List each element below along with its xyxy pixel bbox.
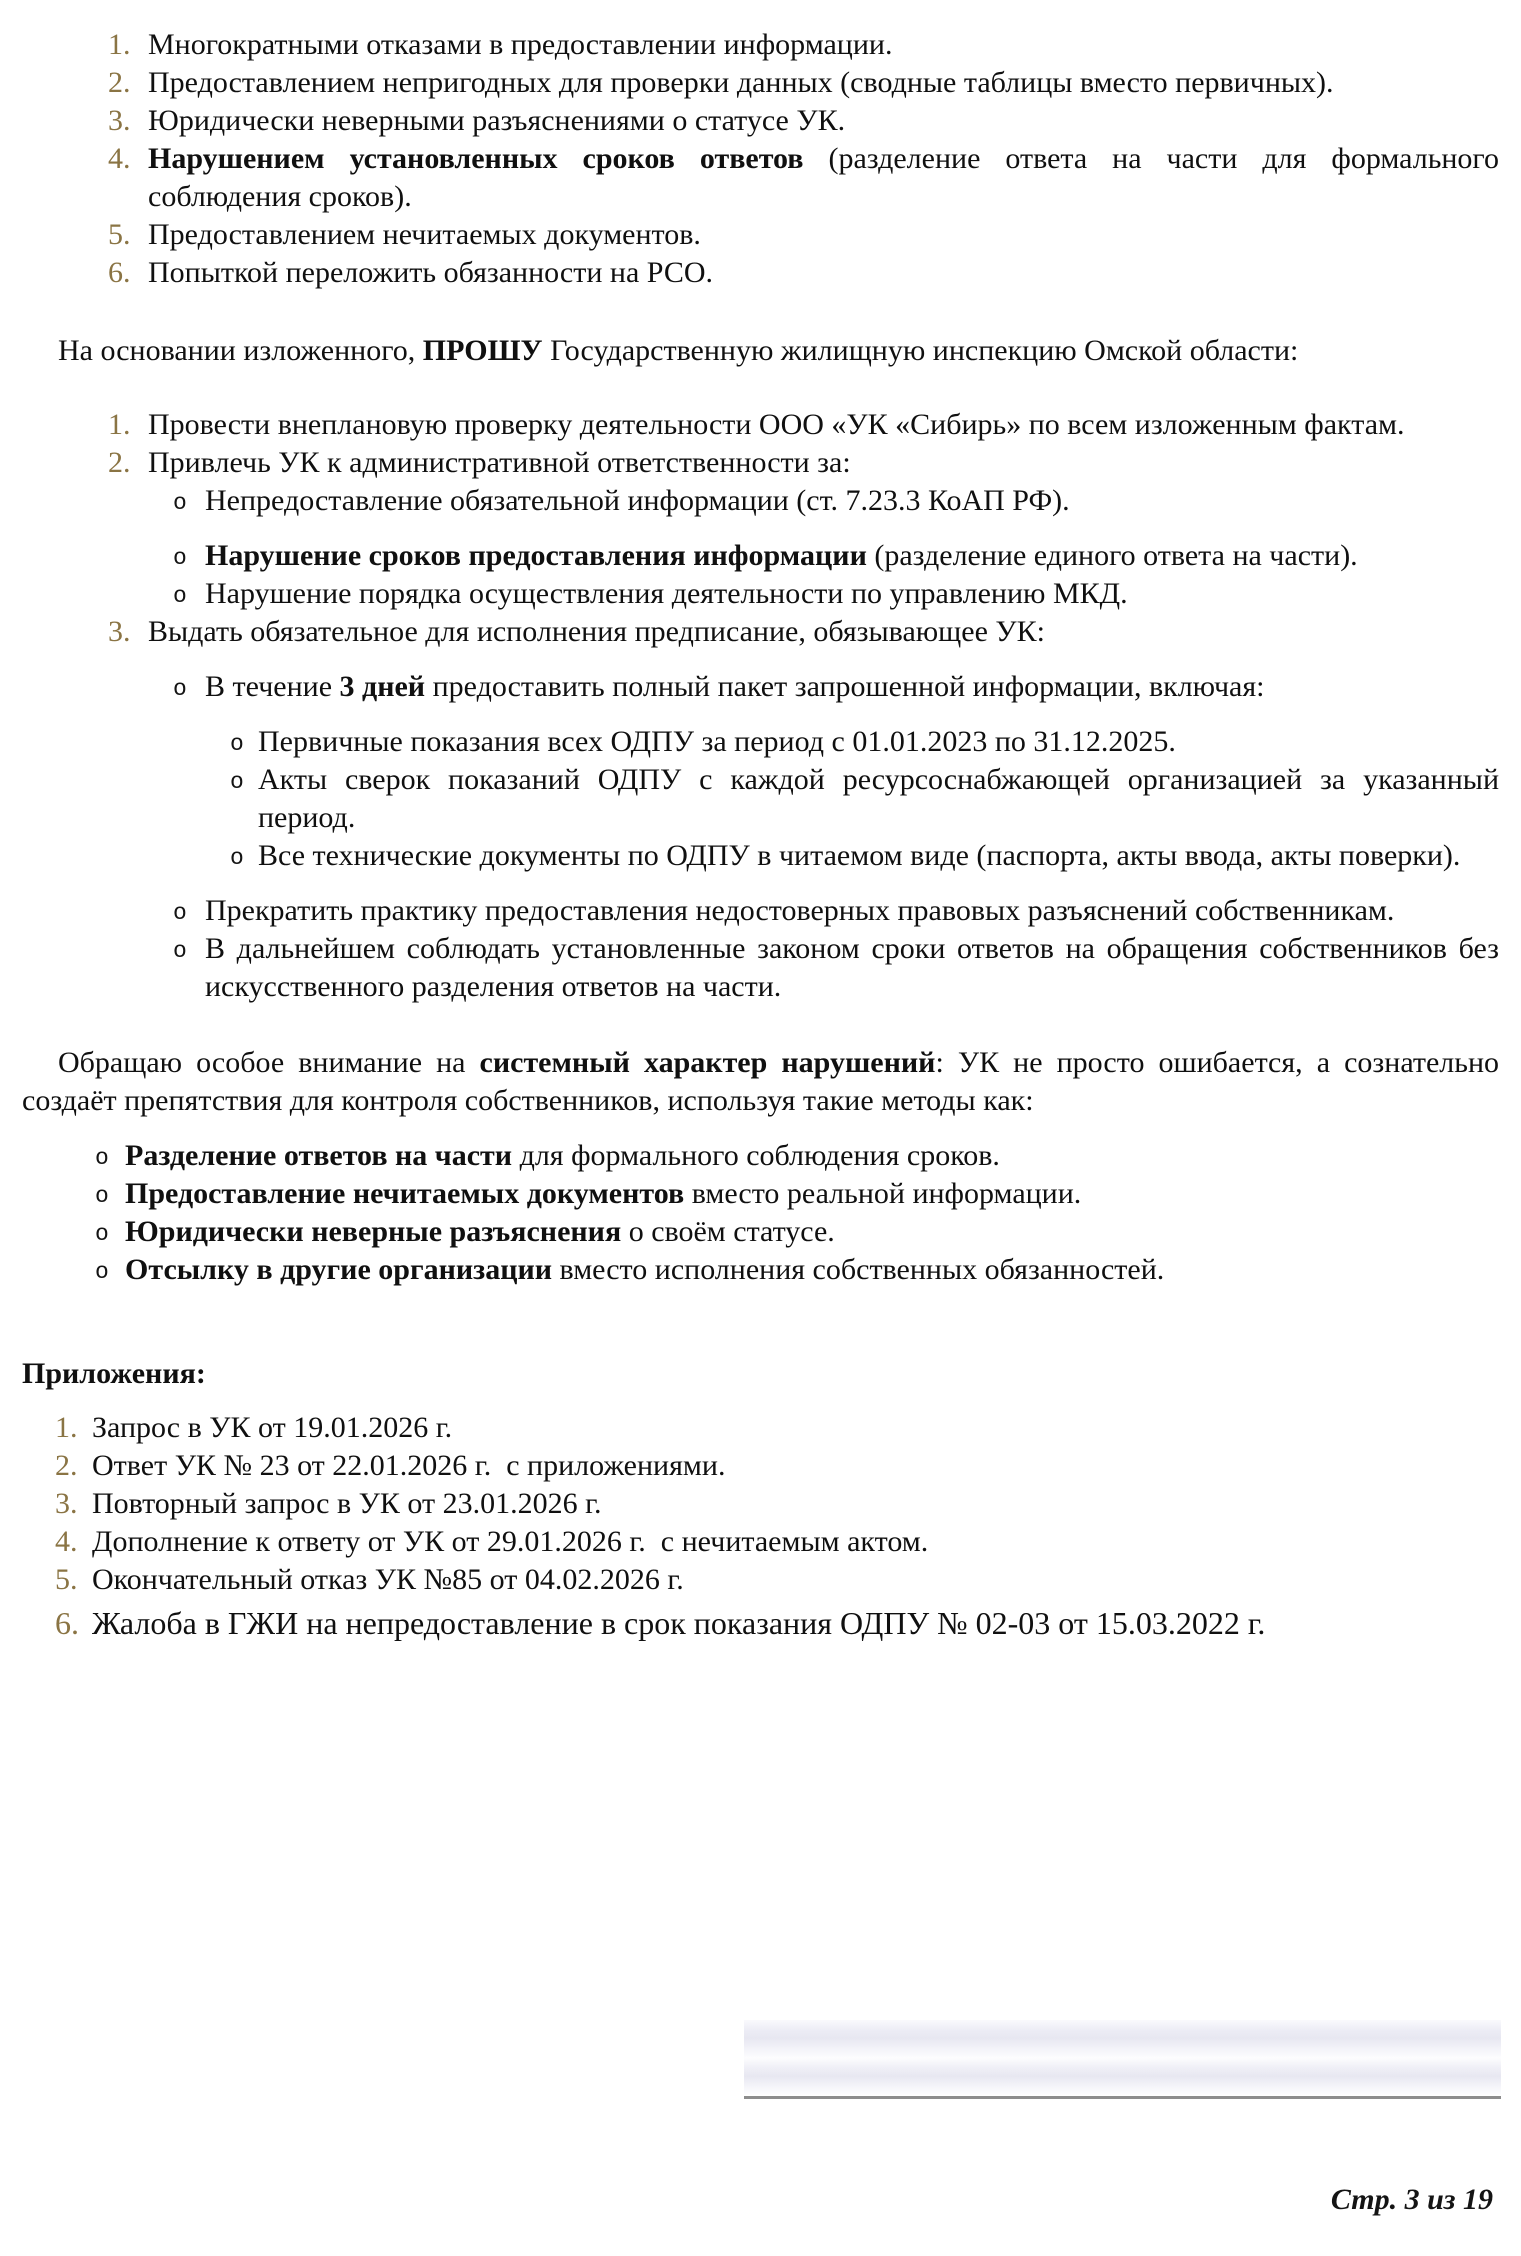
list-item <box>22 444 1499 482</box>
list-number: 3. <box>108 615 131 648</box>
list-item-text <box>92 1563 684 1596</box>
list-item <box>22 64 1499 102</box>
circle-bullet-icon: o <box>95 1145 109 1171</box>
list-item-text <box>125 1177 1081 1210</box>
list-number: 1. <box>108 28 131 61</box>
list-item <box>22 1409 1499 1447</box>
list-item <box>22 254 1499 292</box>
text-segment: Ответ УК № 23 от 22.01.2026 г. с приложениями. <box>92 1449 726 1482</box>
list-number: 5. <box>108 218 131 251</box>
list-item <box>22 537 1499 575</box>
text-segment: Государственную жилищную инспекцию Омской области: <box>542 334 1299 367</box>
list-item <box>22 892 1499 930</box>
list-item <box>22 1213 1499 1251</box>
violations-list <box>22 26 1499 292</box>
list-item-text <box>92 1411 452 1444</box>
text-segment: о своём статусе. <box>621 1215 835 1248</box>
list-item-text <box>148 615 1045 648</box>
list-item <box>22 1175 1499 1213</box>
text-segment: В дальнейшем соблюдать установленные законом сроки ответов на обращения собственников без искусственного разделения ответов на части. <box>205 932 1499 1003</box>
list-item-text <box>205 670 1265 703</box>
text-segment: Прекратить практику предоставления недостоверных правовых разъяснений собственникам. <box>205 894 1395 927</box>
list-item <box>22 216 1499 254</box>
text-segment: Провести внеплановую проверку деятельности ООО «УК «Сибирь» по всем изложенным фактам. <box>148 408 1405 441</box>
text-segment: Запрос в УК от 19.01.2026 г. <box>92 1411 453 1444</box>
text-segment: вместо исполнения собственных обязанностей. <box>552 1253 1165 1286</box>
list-number: 4. <box>55 1525 78 1558</box>
text-segment: Юридически неверными разъяснениями о статусе УК. <box>148 104 846 137</box>
text-segment: : УК не просто ошибается, а сознательно создаёт препятствия для контроля собственников, используя такие методы как: <box>22 1046 1500 1117</box>
list-number: 6. <box>108 256 131 289</box>
circle-bullet-icon: o <box>230 731 244 757</box>
text-segment: (разделение единого ответа на части). <box>866 539 1358 572</box>
text-segment: Все технические документы по ОДПУ в читаемом виде (паспорта, акты ввода, акты поверки). <box>258 839 1461 872</box>
list-item <box>22 668 1499 706</box>
list-number: 4. <box>108 142 131 175</box>
list-number: 3. <box>55 1487 78 1520</box>
list-item <box>22 1523 1499 1561</box>
list-item-text <box>148 446 851 479</box>
text-segment: Обращаю особое внимание на <box>58 1046 480 1079</box>
list-item <box>22 613 1499 651</box>
list-item-text <box>148 142 1499 213</box>
methods-list <box>22 1137 1499 1289</box>
attention-paragraph <box>22 1044 1499 1120</box>
text-segment: Предоставлением непригодных для проверки данных (сводные таблицы вместо первичных). <box>148 66 1334 99</box>
list-item-text <box>205 932 1499 1003</box>
list-item <box>22 482 1499 520</box>
text-segment: Акты сверок показаний ОДПУ с каждой ресурсоснабжающей организацией за указанный период. <box>258 763 1499 834</box>
list-item <box>22 575 1499 613</box>
list-item-text <box>92 1605 1265 1641</box>
list-item-text <box>258 839 1460 872</box>
circle-bullet-icon: o <box>173 676 187 702</box>
list-number: 6. <box>55 1605 79 1641</box>
attachments-heading: Приложения: <box>22 1357 206 1390</box>
list-item-text <box>125 1139 1000 1172</box>
text-segment: Непредоставление обязательной информации (ст. 7.23.3 КоАП РФ). <box>205 484 1070 517</box>
text-segment: 3 дней <box>339 670 426 703</box>
text-segment: Повторный запрос в УК от 23.01.2026 г. <box>92 1487 602 1520</box>
list-item-text <box>205 894 1394 927</box>
list-item-text <box>148 104 845 137</box>
list-item <box>22 1602 1499 1644</box>
text-segment: Жалоба в ГЖИ на непредоставление в срок показания ОДПУ № 02-03 от 15.03.2022 г. <box>92 1605 1266 1641</box>
text-segment: Отсылку в другие организации <box>125 1253 553 1286</box>
circle-bullet-icon: o <box>173 900 187 926</box>
list-number: 2. <box>108 66 131 99</box>
circle-bullet-icon: o <box>230 845 244 871</box>
text-segment: (разделение ответа на части для формального соблюдения сроков). <box>148 142 1499 213</box>
text-segment: для формального соблюдения сроков. <box>512 1139 1000 1172</box>
list-item <box>22 102 1499 140</box>
circle-bullet-icon: o <box>95 1183 109 1209</box>
text-segment: ПРОШУ <box>422 334 543 367</box>
list-item-text <box>148 28 892 61</box>
list-number: 1. <box>108 408 131 441</box>
list-item-text <box>148 256 713 289</box>
text-segment: системный характер нарушений <box>479 1046 936 1079</box>
list-item-text <box>205 484 1070 517</box>
list-item-text <box>92 1525 928 1558</box>
list-item <box>22 1251 1499 1289</box>
text-segment: Многократными отказами в предоставлении информации. <box>148 28 893 61</box>
list-item <box>22 406 1499 444</box>
list-number: 2. <box>108 446 131 479</box>
list-number: 1. <box>55 1411 78 1444</box>
list-item-text <box>148 408 1405 441</box>
circle-bullet-icon: o <box>173 938 187 964</box>
text-segment: Нарушение порядка осуществления деятельности по управлению МКД. <box>205 577 1128 610</box>
scanned-strip-image <box>744 2020 1501 2099</box>
text-segment: Нарушением установленных сроков ответов <box>148 142 804 175</box>
text-segment: Первичные показания всех ОДПУ за период с 01.01.2023 по 31.12.2025. <box>258 725 1176 758</box>
list-item-text <box>258 763 1499 834</box>
text-segment: Попыткой переложить обязанности на РСО. <box>148 256 713 289</box>
list-item <box>22 930 1499 1006</box>
list-number: 5. <box>55 1563 78 1596</box>
circle-bullet-icon: o <box>173 545 187 571</box>
text-segment: Окончательный отказ УК №85 от 04.02.2026 г. <box>92 1563 684 1596</box>
page-number: Стр. 3 из 19 <box>1330 2183 1493 2216</box>
list-item <box>22 761 1499 837</box>
list-item-text <box>125 1253 1164 1286</box>
list-item <box>22 1561 1499 1599</box>
circle-bullet-icon: o <box>173 490 187 516</box>
text-segment: Нарушение сроков предоставления информации <box>205 539 867 572</box>
text-segment: Привлечь УК к административной ответственности за: <box>148 446 851 479</box>
list-item <box>22 140 1499 216</box>
list-item-text <box>125 1215 835 1248</box>
text-segment: Дополнение к ответу от УК от 29.01.2026 г. с нечитаемым актом. <box>92 1525 929 1558</box>
list-item-text <box>205 577 1128 610</box>
list-item <box>22 837 1499 875</box>
circle-bullet-icon: o <box>95 1221 109 1247</box>
list-item-text <box>148 218 701 251</box>
demands-list <box>22 406 1499 1006</box>
list-item <box>22 723 1499 761</box>
text-segment: Юридически неверные разъяснения <box>125 1215 622 1248</box>
text-segment: Предоставлением нечитаемых документов. <box>148 218 701 251</box>
text-segment: Выдать обязательное для исполнения предписание, обязывающее УК: <box>148 615 1045 648</box>
request-paragraph <box>22 332 1499 370</box>
list-number: 2. <box>55 1449 78 1482</box>
text-segment: предоставить полный пакет запрошенной информации, включая: <box>425 670 1265 703</box>
attachments-list <box>22 1409 1499 1644</box>
list-item-text <box>92 1487 602 1520</box>
list-item <box>22 1447 1499 1485</box>
list-item-text <box>205 539 1358 572</box>
list-item <box>22 1485 1499 1523</box>
list-item-text <box>148 66 1334 99</box>
list-item <box>22 1137 1499 1175</box>
circle-bullet-icon: o <box>173 583 187 609</box>
circle-bullet-icon: o <box>95 1259 109 1285</box>
text-segment: На основании изложенного, <box>58 334 423 367</box>
text-segment: Предоставление нечитаемых документов <box>125 1177 685 1210</box>
list-item-text <box>92 1449 725 1482</box>
list-item-text <box>258 725 1176 758</box>
list-number: 3. <box>108 104 131 137</box>
circle-bullet-icon: o <box>230 769 244 795</box>
text-segment: вместо реальной информации. <box>684 1177 1082 1210</box>
text-segment: В течение <box>205 670 340 703</box>
list-item <box>22 26 1499 64</box>
text-segment: Разделение ответов на части <box>125 1139 513 1172</box>
